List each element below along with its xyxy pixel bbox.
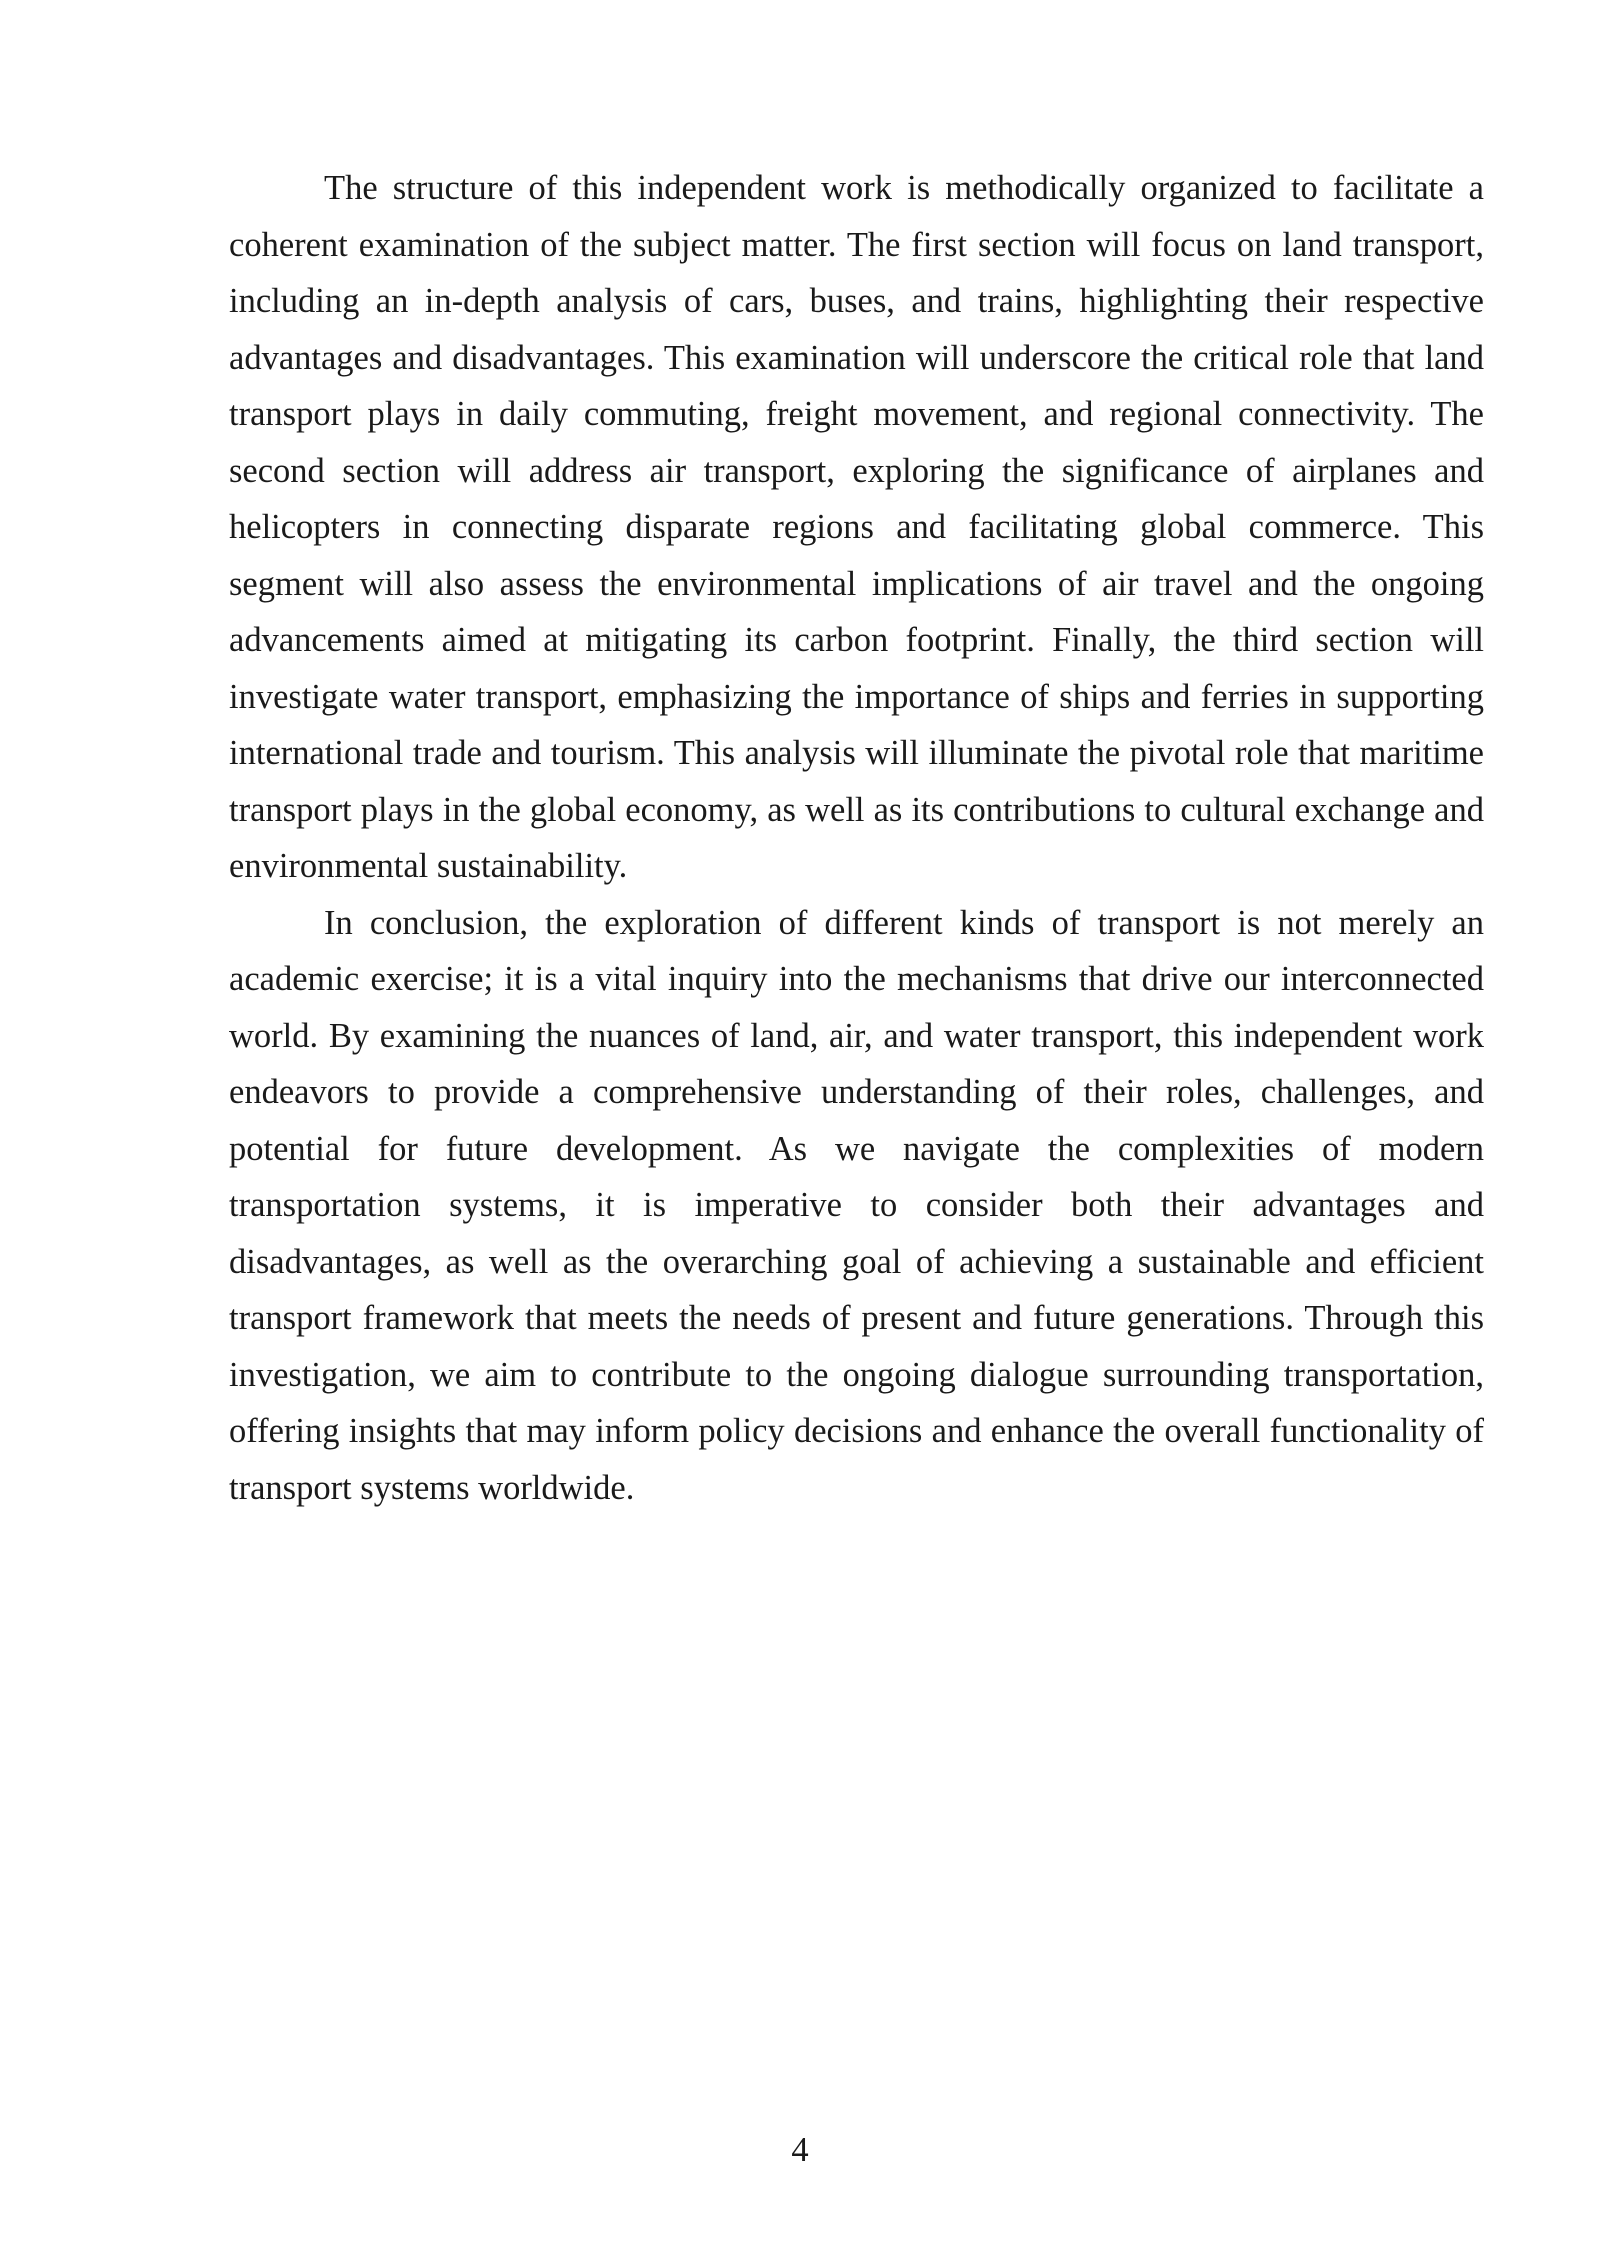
paragraph-conclusion: In conclusion, the exploration of different kinds of transport is not merely an academic exercise; it is a vital inquiry into the mechanisms that drive our interconnected world. By examining the nuances of land, air, and water transport, this independent work endeavors to provide a comprehensive understanding of their roles, challenges, and potential for future development. As we navigate the complexities of modern transportation systems, it is imperative to consider both their advantages and disadvantages, as well as the overarching goal of achieving a sustainable and efficient transport framework that meets the needs of present and future generations. Through this investigation, we aim to contribute to the ongoing dialogue surrounding transportation, offering insights that may inform policy decisions and enhance the overall functionality of transport systems worldwide. [229,903,1484,1507]
paragraph-structure-overview: The structure of this independent work is methodically organized to facilitate a coherent examination of the subject matter. The first section will focus on land transport, including an in-depth analysis of cars, buses, and trains, highlighting their respective advantages and disadvantages. This examination will underscore the critical role that land transport plays in daily commuting, freight movement, and regional connectivity. The second section will address air transport, exploring the significance of airplanes and helicopters in connecting disparate regions and facilitating global commerce. This segment will also assess the environmental implications of air travel and the ongoing advancements aimed at mitigating its carbon footprint. Finally, the third section will investigate water transport, emphasizing the importance of ships and ferries in supporting international trade and tourism. This analysis will illuminate the pivotal role that maritime transport plays in the global economy, as well as its contributions to cultural exchange and environmental sustainability. [229,169,1484,885]
body-text [229,160,1484,1516]
page-number: 4 [791,2131,809,2169]
